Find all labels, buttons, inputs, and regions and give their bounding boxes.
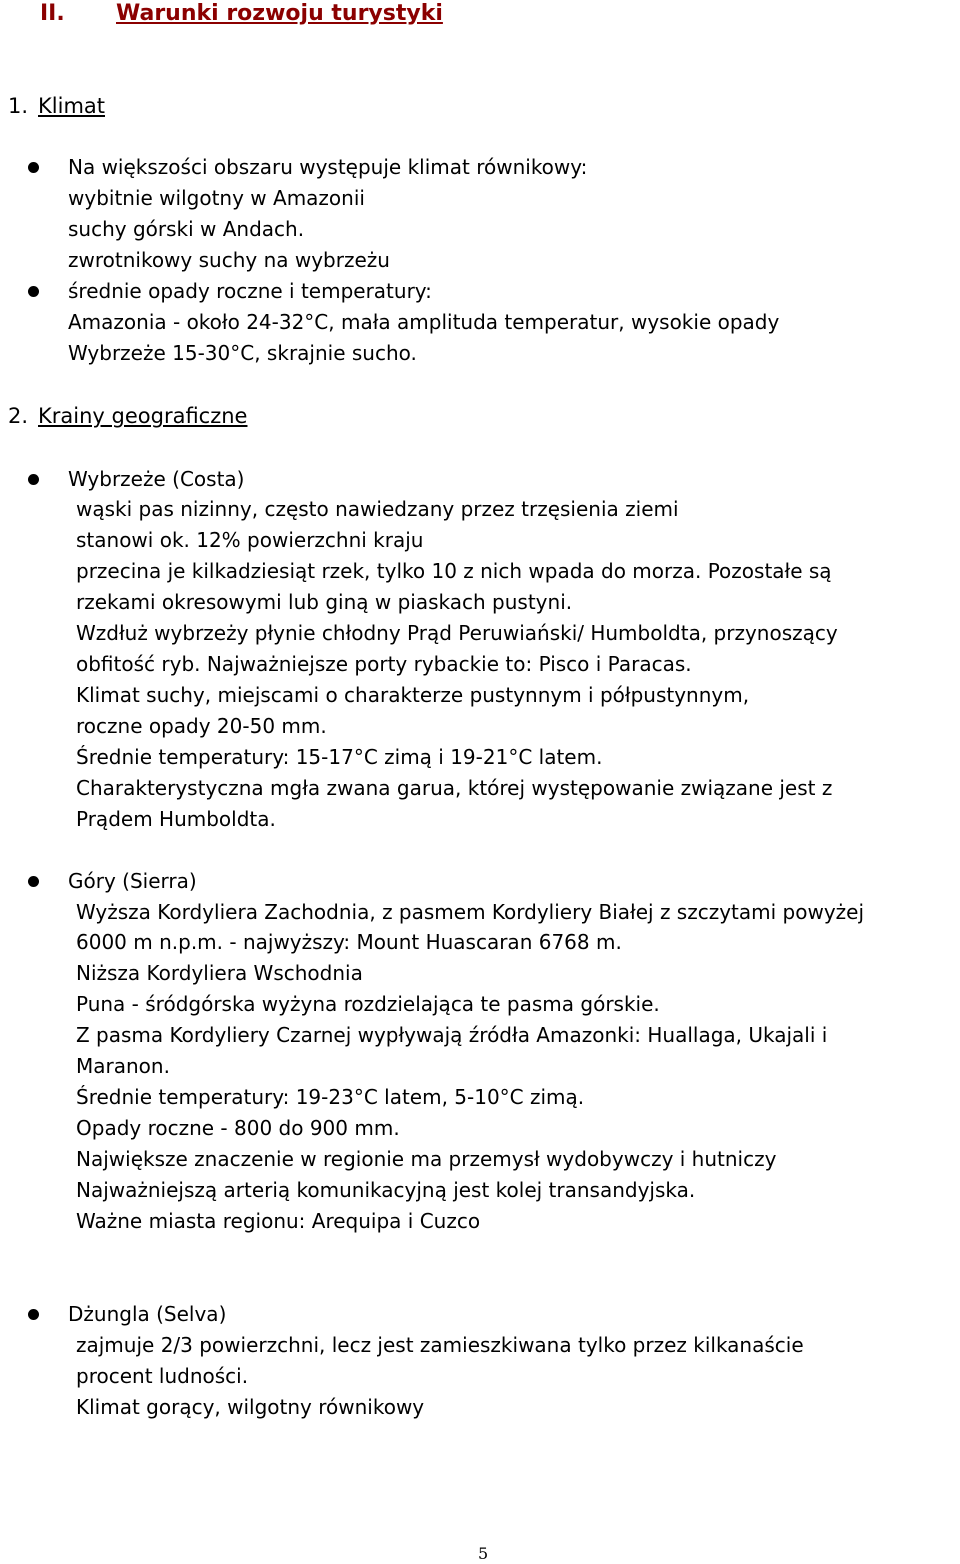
text-line: Średnie temperatury: 15-17°C zimą i 19-21°C latem.: [76, 745, 603, 769]
bullet-icon: [28, 162, 39, 173]
chapter-number: II.: [40, 1, 65, 26]
text-line: Niższa Kordyliera Wschodnia: [76, 961, 363, 985]
text-line: Z pasma Kordyliery Czarnej wypływają źródła Amazonki: Huallaga, Ukajali i: [76, 1023, 828, 1047]
chapter-title: Warunki rozwoju turystyki: [116, 1, 443, 26]
bullet-icon: [28, 474, 39, 485]
text-line: Średnie temperatury: 19-23°C latem, 5-10°C zimą.: [76, 1085, 585, 1109]
text-line: Klimat suchy, miejscami o charakterze pustynnym i półpustynnym,: [76, 683, 750, 707]
section-heading-klimat: [8, 92, 105, 120]
text-line: rzekami okresowymi lub giną w piaskach pustyni.: [76, 590, 573, 614]
section-title: Klimat: [38, 94, 105, 118]
text-line: obfitość ryb. Najważniejsze porty rybackie to: Pisco i Paracas.: [76, 652, 692, 676]
text-line: stanowi ok. 12% powierzchni kraju: [76, 528, 424, 552]
text-line: przecina je kilkadziesiąt rzek, tylko 10 z nich wpada do morza. Pozostałe są: [76, 559, 832, 583]
text-line: Klimat gorący, wilgotny równikowy: [76, 1395, 425, 1419]
bullet-icon: [28, 286, 39, 297]
text-line: roczne opady 20-50 mm.: [76, 714, 327, 738]
text-line: Wyższa Kordyliera Zachodnia, z pasmem Kordyliery Białej z szczytami powyżej: [76, 900, 865, 924]
text-line: wąski pas nizinny, często nawiedzany przez trzęsienia ziemi: [76, 497, 679, 521]
subsection-title-selva: Dżungla (Selva): [68, 1302, 227, 1326]
text-line: Wzdłuż wybrzeży płynie chłodny Prąd Peruwiański/ Humboldta, przynoszący: [76, 621, 838, 645]
text-line: zajmuje 2/3 powierzchni, lecz jest zamieszkiwana tylko przez kilkanaście: [76, 1333, 804, 1357]
chapter-heading: [40, 0, 443, 28]
subsection-title-sierra: Góry (Sierra): [68, 869, 197, 893]
text-line: Charakterystyczna mgła zwana garua, której występowanie związane jest z: [76, 776, 833, 800]
section-number: 2.: [8, 404, 29, 428]
text-line: Opady roczne - 800 do 900 mm.: [76, 1116, 400, 1140]
page-number: 5: [478, 1544, 489, 1563]
text-line: zwrotnikowy suchy na wybrzeżu: [68, 248, 390, 272]
text-line: Amazonia - około 24-32°C, mała amplituda temperatur, wysokie opady: [68, 310, 780, 334]
text-line: średnie opady roczne i temperatury:: [68, 279, 432, 303]
text-line: suchy górski w Andach.: [68, 217, 305, 241]
section-title: Krainy geograficzne: [38, 404, 248, 428]
text-line: Na większości obszaru występuje klimat równikowy:: [68, 155, 588, 179]
text-line: Ważne miasta regionu: Arequipa i Cuzco: [76, 1209, 481, 1233]
bullet-icon: [28, 1309, 39, 1320]
bullet-icon: [28, 876, 39, 887]
text-line: wybitnie wilgotny w Amazonii: [68, 186, 365, 210]
text-line: procent ludności.: [76, 1364, 249, 1388]
text-line: Maranon.: [76, 1054, 170, 1078]
text-line: Wybrzeże 15-30°C, skrajnie sucho.: [68, 341, 417, 365]
text-line: 6000 m n.p.m. - najwyższy: Mount Huascaran 6768 m.: [76, 930, 622, 954]
text-line: Najważniejszą arterią komunikacyjną jest kolej transandyjska.: [76, 1178, 696, 1202]
section-heading-krainy: [8, 402, 247, 430]
text-line: Największe znaczenie w regionie ma przemysł wydobywczy i hutniczy: [76, 1147, 777, 1171]
section-number: 1.: [8, 94, 29, 118]
text-line: Prądem Humboldta.: [76, 807, 276, 831]
subsection-title-costa: Wybrzeże (Costa): [68, 467, 245, 491]
text-line: Puna - śródgórska wyżyna rozdzielająca te pasma górskie.: [76, 992, 660, 1016]
